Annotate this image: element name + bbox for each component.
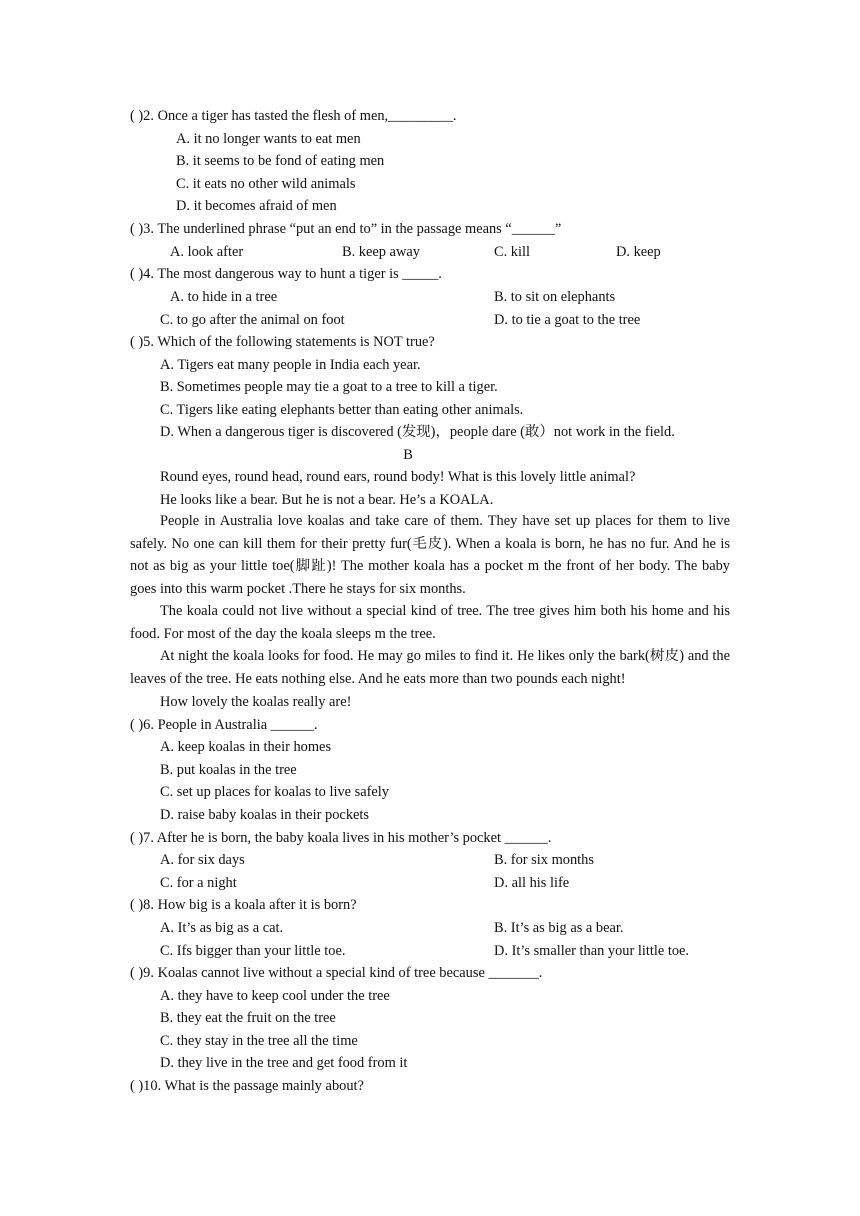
question-3-option-c: C. kill <box>494 244 530 260</box>
passage-intro-line-2: He looks like a bear. But he is not a bear. He’s a KOALA. <box>160 492 494 508</box>
question-2-option-b: B. it seems to be fond of eating men <box>176 153 385 169</box>
question-8-option-c: C. Ifs bigger than your little toe. <box>160 943 346 959</box>
question-4-option-b: B. to sit on elephants <box>494 289 616 305</box>
question-6-option-c: C. set up places for koalas to live safely <box>160 784 389 800</box>
question-4-stem: ( )4. The most dangerous way to hunt a tiger is _____. <box>130 266 442 282</box>
question-5-option-d: D. When a dangerous tiger is discovered (发现)，people dare (敢）not work in the field. <box>160 424 675 440</box>
question-7-stem: ( )7. After he is born, the baby koala lives in his mother’s pocket ______. <box>130 830 552 846</box>
passage-paragraph-3: At night the koala looks for food. He may go miles to find it. He likes only the bark(树皮) and the leaves of the tree. He eats nothing else. And he eats more than two pounds each night! <box>130 648 730 687</box>
question-7-option-b: B. for six months <box>494 852 594 868</box>
question-6-option-a: A. keep koalas in their homes <box>160 739 332 755</box>
question-3-option-d: D. keep <box>616 244 661 260</box>
question-3-option-b: B. keep away <box>342 244 420 260</box>
question-9-option-a: A. they have to keep cool under the tree <box>160 988 390 1004</box>
question-6-stem: ( )6. People in Australia ______. <box>130 717 318 733</box>
question-2-stem: ( )2. Once a tiger has tasted the flesh of men,_________. <box>130 108 457 124</box>
question-9-stem: ( )9. Koalas cannot live without a special kind of tree because _______. <box>130 965 543 981</box>
question-5-option-c: C. Tigers like eating elephants better than eating other animals. <box>160 402 524 418</box>
question-2-option-a: A. it no longer wants to eat men <box>176 131 361 147</box>
question-6-option-d: D. raise baby koalas in their pockets <box>160 807 370 823</box>
question-8-option-d: D. It’s smaller than your little toe. <box>494 943 690 959</box>
question-4-option-a: A. to hide in a tree <box>170 289 278 305</box>
question-2-option-c: C. it eats no other wild animals <box>176 176 356 192</box>
question-9-option-b: B. they eat the fruit on the tree <box>160 1010 336 1026</box>
question-5-stem: ( )5. Which of the following statements is NOT true? <box>130 334 435 350</box>
section-b-heading: B <box>403 447 413 463</box>
question-7-option-d: D. all his life <box>494 875 570 891</box>
question-8-option-a: A. It’s as big as a cat. <box>160 920 284 936</box>
passage-paragraph-2: The koala could not live without a special kind of tree. The tree gives him both his home and his food. For most of the day the koala sleeps m the tree. <box>130 603 730 642</box>
question-7-option-a: A. for six days <box>160 852 245 868</box>
question-8-stem: ( )8. How big is a koala after it is born? <box>130 897 357 913</box>
question-3-stem: ( )3. The underlined phrase “put an end to” in the passage means “______” <box>130 221 562 237</box>
question-2-option-d: D. it becomes afraid of men <box>176 198 337 214</box>
question-3-option-a: A. look after <box>170 244 244 260</box>
question-8-option-b: B. It’s as big as a bear. <box>494 920 624 936</box>
question-6-option-b: B. put koalas in the tree <box>160 762 297 778</box>
passage-closing: How lovely the koalas really are! <box>160 694 352 710</box>
question-5-option-b: B. Sometimes people may tie a goat to a tree to kill a tiger. <box>160 379 498 395</box>
question-10-stem: ( )10. What is the passage mainly about? <box>130 1078 364 1094</box>
passage-paragraph-1: People in Australia love koalas and take care of them. They have set up places for them to live safely. No one can kill them for their pretty fur(毛皮). When a koala is born, he has no fur. And he is not as big as your little toe(脚趾)! The mother koala has a pocket m the front of her body. The baby goes into this warm pocket .There he stays for six months. <box>130 513 730 597</box>
question-9-option-c: C. they stay in the tree all the time <box>160 1033 358 1049</box>
question-5-option-a: A. Tigers eat many people in India each year. <box>160 357 421 373</box>
question-9-option-d: D. they live in the tree and get food from it <box>160 1055 408 1071</box>
question-4-option-d: D. to tie a goat to the tree <box>494 312 641 328</box>
question-4-option-c: C. to go after the animal on foot <box>160 312 345 328</box>
passage-intro-line-1: Round eyes, round head, round ears, round body! What is this lovely little animal? <box>160 469 636 485</box>
question-7-option-c: C. for a night <box>160 875 237 891</box>
